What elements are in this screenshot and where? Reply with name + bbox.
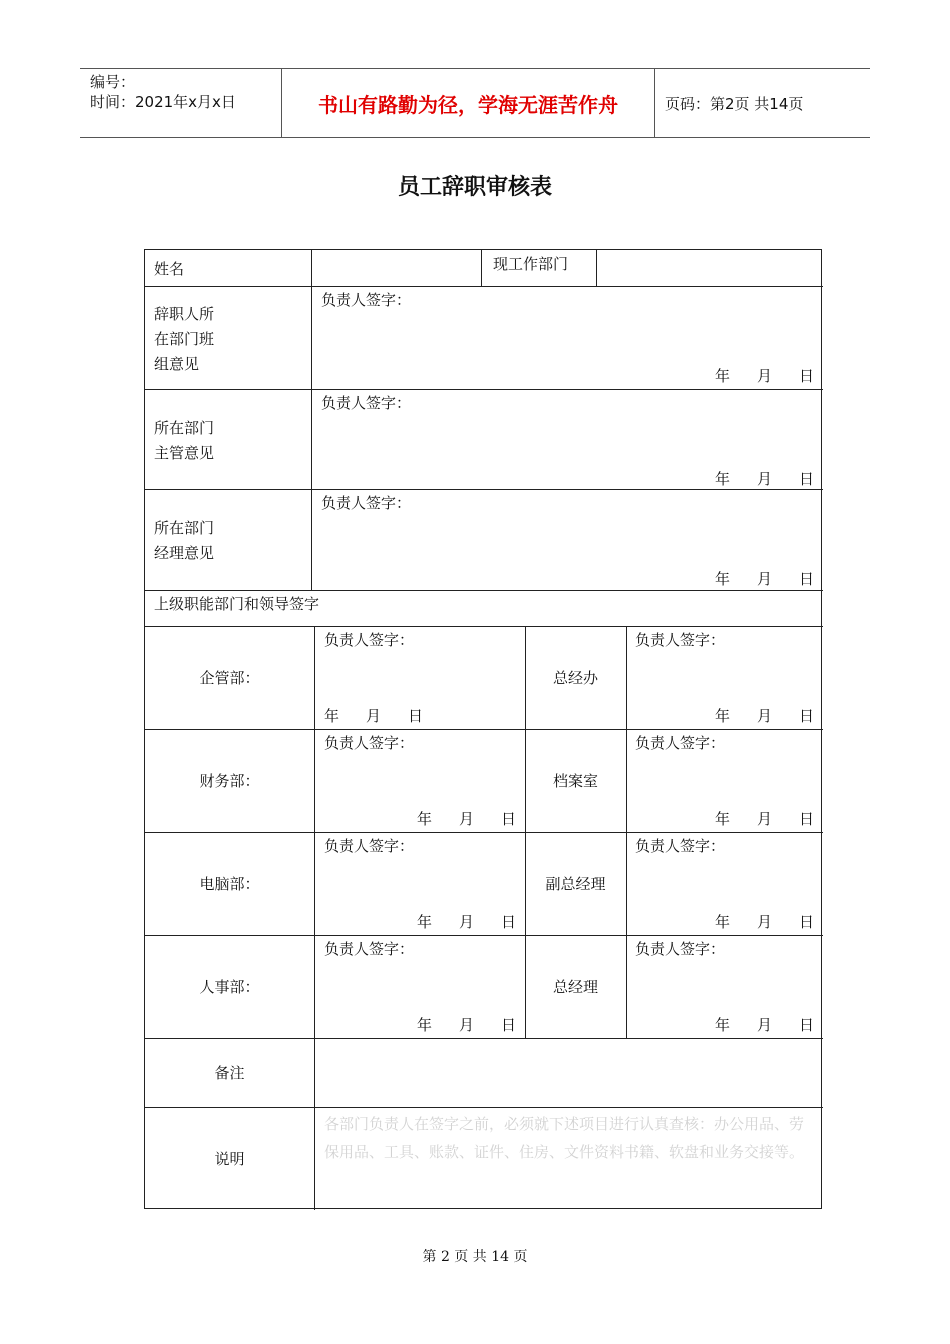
supervisor-opinion-label: 所在部门 主管意见 xyxy=(154,419,215,462)
signature-label: 负责人签字： xyxy=(635,940,726,958)
header-info-cell xyxy=(80,69,282,137)
page-title: 员工辞职审核表 xyxy=(397,175,552,200)
signature-label: 负责人签字： xyxy=(635,734,726,752)
header-page-info: 页码：第2页 共14页 xyxy=(665,95,804,113)
dept-name-cell: 企管部： xyxy=(199,669,260,687)
dept-name-cell: 档案室 xyxy=(552,772,598,790)
date-line: 年 月 日 xyxy=(324,707,424,725)
col-divider xyxy=(311,250,312,286)
col-divider xyxy=(626,626,627,1038)
col-divider xyxy=(311,286,312,590)
date-line: 年 月 日 xyxy=(417,1016,517,1034)
date-line: 年 月 日 xyxy=(715,707,815,725)
dept-name-cell: 总经办 xyxy=(552,669,598,687)
signature-label: 负责人签字： xyxy=(324,837,415,855)
resignation-form-table xyxy=(144,249,822,1209)
col-divider xyxy=(481,250,482,286)
header-motto: 书山有路勤为径，学海无涯苦作舟 xyxy=(282,69,655,137)
dept-name-cell: 副总经理 xyxy=(545,875,606,893)
dept-label: 现工作部门 xyxy=(493,255,569,273)
dept-name-cell: 电脑部： xyxy=(199,875,260,893)
date-line: 年 月 日 xyxy=(715,810,815,828)
name-label: 姓名 xyxy=(154,260,185,278)
col-divider xyxy=(596,250,597,286)
signature-label: 负责人签字： xyxy=(635,837,726,855)
page-header xyxy=(80,68,870,138)
notes-text: 各部门负责人在签字之前，必须就下述项目进行认真查核：办公用品、劳保用品、工具、账款、证件、住房、文件资料书籍、软盘和业务交接等。 xyxy=(324,1115,805,1161)
date-line: 年 月 日 xyxy=(417,913,517,931)
manager-opinion-label: 所在部门 经理意见 xyxy=(154,519,215,562)
date-line: 年 月 日 xyxy=(715,470,815,488)
doc-number-label: 编号： xyxy=(90,73,136,91)
row-divider xyxy=(145,590,823,591)
signature-label: 负责人签字： xyxy=(321,394,412,412)
signature-label: 负责人签字： xyxy=(324,940,415,958)
signature-label: 负责人签字： xyxy=(324,631,415,649)
page-footer: 第 2 页 共 14 页 xyxy=(422,1249,528,1265)
notes-label: 说明 xyxy=(214,1150,245,1168)
row-divider xyxy=(145,286,823,287)
row-divider xyxy=(145,489,823,490)
doc-time-label: 时间：2021年x月x日 xyxy=(90,93,236,111)
row-divider xyxy=(145,389,823,390)
signature-label: 负责人签字： xyxy=(324,734,415,752)
date-line: 年 月 日 xyxy=(715,1016,815,1034)
dept-name-cell: 财务部： xyxy=(199,772,260,790)
date-line: 年 月 日 xyxy=(417,810,517,828)
date-line: 年 月 日 xyxy=(715,913,815,931)
signature-label: 负责人签字： xyxy=(321,291,412,309)
dept-name-cell: 人事部： xyxy=(199,978,260,996)
signature-label: 负责人签字： xyxy=(321,494,412,512)
section-label: 上级职能部门和领导签字 xyxy=(154,595,320,613)
date-line: 年 月 日 xyxy=(715,367,815,385)
dept-name-cell: 总经理 xyxy=(552,978,598,996)
date-line: 年 月 日 xyxy=(715,570,815,588)
team-opinion-label: 辞职人所 在部门班 组意见 xyxy=(154,305,215,373)
remarks-label: 备注 xyxy=(214,1064,245,1082)
signature-label: 负责人签字： xyxy=(635,631,726,649)
col-divider xyxy=(314,626,315,1210)
